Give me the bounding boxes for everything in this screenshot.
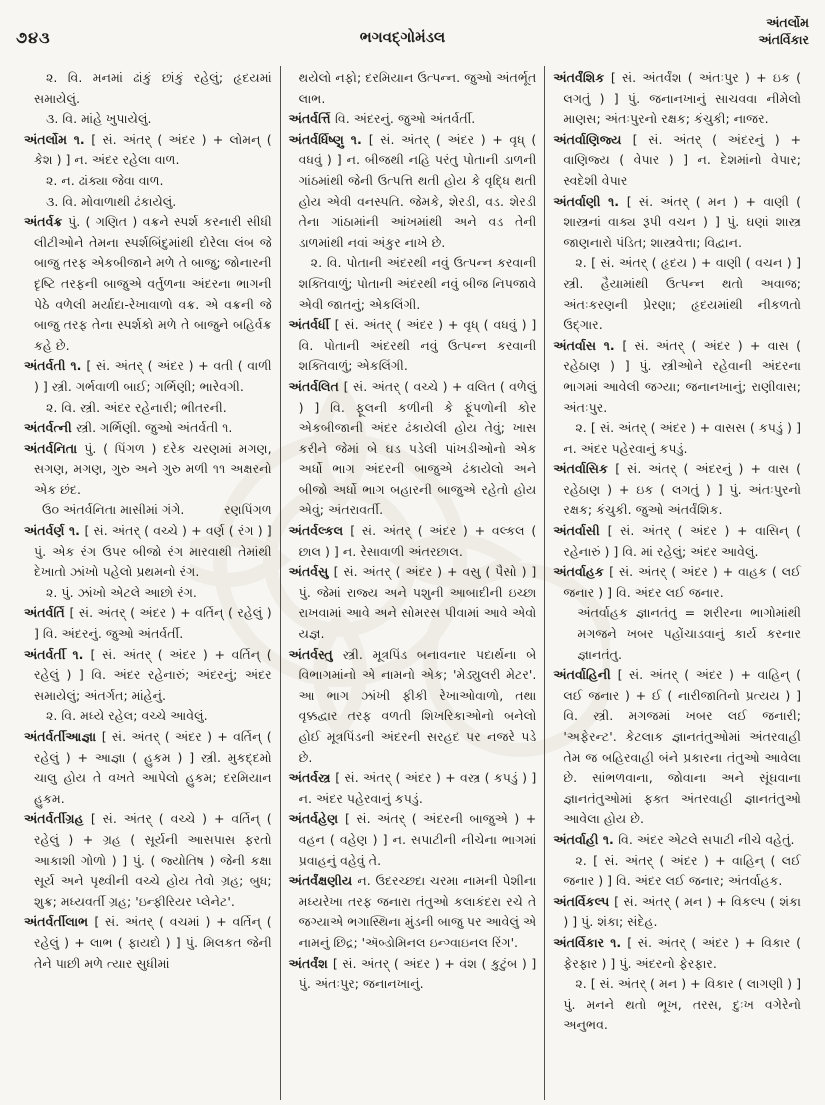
column-3 — [545, 66, 809, 1100]
dictionary-entry — [24, 603, 272, 644]
headword: અંતર્વિકાર ૧. — [553, 934, 628, 950]
dictionary-entry — [553, 892, 801, 933]
entry-text: [ સં. અંતર્ ( વચ્ચે ) + વર્તિન્ ( રહેલું ) + ગ્રહ ( સૂર્યની આસપાસ ફરતો આકાશી ગોળો ) ] પું. ( જ્યોતિષ ) જેની કક્ષા સૂર્ય અને પૃથ્વીની વચ્ચે હોય તેવો ગ્રહ; બુધ; શુક્ર; મધ્યવર્તી ગ્રહ; 'ઇન્ફીરિયર પ્લેનેટ'. — [34, 811, 272, 909]
entry-sense — [553, 418, 801, 459]
dictionary-entry — [24, 912, 272, 974]
entry-text: [ સં. અંતર્વંશ ( અંતઃપુર ) + ઇક ( લગતું ) ] પું. જનાનખાનું સાચવવા નીમેલો માણસ; અંતઃપુરનો રક્ષક; કંચુકી; નાજર. — [563, 70, 802, 127]
entry-text: [ સં. અંતર્ ( અંદર ) + વાસ ( રહેઠાણ ) ] પું. સ્ત્રીઓને રહેવાની અંદરના ભાગમાં આવેલી જગ્યા; જનાનખાનું; રાણીવાસ; અંતઃપુર. — [563, 337, 802, 415]
headword: અંતર્વાસ ૧. — [553, 337, 623, 353]
entry-text: [ સં. અંતર્ ( અંદર ) + વતી ( વાળી ) ] સ્ત્રી. ગર્ભવાળી બાઈ; ગર્ભિણી; ભારેવગી. — [34, 358, 272, 394]
entry-text: [ સં. અંતર્ ( વચમાં ) + વર્તિન્ ( રહેલું ) + લાભ ( ફાયદો ) ] પું. મિલકત જેની તેને પાછી મળે ત્યાર સુધીમાં — [34, 914, 272, 971]
dictionary-entry — [24, 130, 272, 171]
headword: અંતર્વર્તીઆજ્ઞા — [24, 729, 102, 744]
guide-word-first: અંતર્લોમ — [766, 15, 809, 30]
dictionary-entry — [553, 192, 801, 254]
headword: અંતર્વંશ — [288, 955, 333, 971]
dictionary-entry — [24, 418, 272, 439]
entry-sense — [24, 583, 272, 604]
entry-text: ૩. વિ. મોવાળાથી ઢંકાયેલું. — [46, 193, 177, 209]
headword: અંતર્વિકલ્પ — [553, 893, 615, 909]
entry-text: [ સં. અંતર્ ( અંદર ) + વાહક ( લઈ જનાર ) ] વિ. અંદર લઈ જનાર. — [563, 564, 802, 600]
entry-text: ૨. ન. ઢાંક્યા જેવા વાળ. — [46, 172, 164, 188]
entry-text: [ સં. અંતર્ ( અંદર ) + વિકાર ( ફેરફાર ) ] પું. અંદરનો ફેરફાર. — [563, 934, 801, 971]
entry-text: વિ. અંદર એટલે સપાટી નીચે વહેતું. — [618, 831, 795, 847]
entry-text: ન. ઉદરચ્છદા ચરમા નામની પેશીના મધ્યરેખા તરફ જનારા તંતુઓ કલાકંદરા રચે તે જગ્યાએ ભગાસ્થિના મુંડની બાજુ પર આવેલું એ નામનું છિદ્ર; 'ઍબ્ડોમિનલ ઇન્ગ્વાઇનલ રિંગ'. — [298, 873, 537, 950]
entry-text: ૨. વિ. મધ્યે રહેલ; વચ્ચે આવેલું. — [46, 708, 208, 724]
entry-text: ૩. વિ. માંહે ખુપાયેલું. — [46, 111, 152, 127]
entry-text: સ્ત્રી. મૂત્રપિંડ બનાવનાર પદાર્થના બે વિભાગમાંનો એ નામનો એક; 'મેડ્યુલરી મેટર'. આ ભાગ ઝાંખી ફીકી રેખાઓવાળો, તથા વૃક્કદ્વાર તરફ વળતી શિખરિકાઓનો બનેલો હોઈ મૂત્રપિંડની અંદરની સરહદ પર નજરે પડે છે. — [298, 646, 537, 765]
headword: અંતર્વાસિક — [553, 461, 616, 477]
entry-sense — [553, 974, 801, 1036]
dictionary-entry — [289, 315, 537, 377]
entry-text: [ સં. અંતર્ ( વચ્ચે ) + વર્ણ ( રંગ ) ] પું. એક રંગ ઉપર બીજો રંગ મારવાથી તેમાંથી દેખાતો ઝાંખો પહેલો પ્રથમનો રંગ. — [34, 523, 272, 580]
entry-text: ૨. વિ. સ્ત્રી. અંદર રહેનારી; ભીતરની. — [46, 399, 227, 415]
dictionary-entry — [24, 809, 272, 912]
headword: અંતર્વસ્તુ — [288, 646, 343, 662]
guide-word-last: અંતર્વિકાર — [758, 32, 809, 47]
page-header — [16, 14, 809, 62]
entry-text: [ સં. અંતર્ ( અંદર ) + વાસિન્ ( રહેનારું ) ] વિ. માં રહેલું; અંદર આવેલું. — [563, 523, 802, 559]
dictionary-entry — [553, 336, 801, 418]
column-2 — [281, 66, 546, 1100]
dictionary-entry — [289, 130, 537, 254]
dictionary-entry — [24, 212, 272, 356]
entry-text: [ સં. અંતર્ ( અંદરનું ) + વાણિજ્ય ( વેપાર ) ] ન. દેશમાંનો વેપાર; સ્વદેશી વેપાર — [563, 131, 802, 188]
headword: અંતર્વંક્ષણીય — [288, 873, 358, 889]
headword: અંતર્વસુ — [288, 564, 334, 580]
entry-text: થયેલો નફો; દરમિયાન ઉત્પન્ન. જુઓ અંતર્ભૂત લાભ. — [298, 70, 537, 106]
dictionary-entry — [24, 727, 272, 809]
entry-text: [ સં. અંતર્ ( અંદર ) + લોમન્ ( કેશ ) ] ન. અંદર રહેલા વાળ. — [34, 131, 272, 168]
entry-text: પું. ( પિંગળ ) દરેક ચરણમાં મગણ, સગણ, મગણ, ગુરુ અને ગુરુ મળી ૧૧ અક્ષરનો એક છંદ. — [34, 440, 272, 497]
headword: અંતર્વસ્ત્ર — [288, 770, 336, 786]
usage-quote — [24, 500, 272, 521]
dictionary-entry — [289, 377, 537, 521]
entry-text: [ સં. અંતર્ ( વચ્ચે ) + વલિત ( વળેલું ) ] વિ. ફૂલની કળીની કે ફૂંપળોની કોર એકબીજાની અંદર ઢંકાયેલી હોય તેવું; ખાસ કરીને જેમાં બે ઘડ પડેલી પાંખડીઓનો એક અર્ધો ભાગ અંદરની બાજુએ ઢંકાયેલો અને બીજો અર્ધો ભાગ બહારની બાજુએ રહેતો હોય એવું; અંતરાવર્તી. — [298, 378, 537, 518]
headword: અંતર્વર્તી ૧. — [24, 646, 91, 662]
column-1 — [16, 66, 281, 1100]
headword: અંતર્વંશિક — [553, 70, 611, 85]
dictionary-entry — [553, 68, 801, 130]
headword: અંતર્વાસી — [553, 523, 608, 539]
entry-text: [ સં. અંતર્ ( અંદર ) + વર્તિન્ ( રહેલું ) + આજ્ઞા ( હુકમ ) ] સ્ત્રી. મુકદ્દમો ચાલુ હોય તે વખતે આપેલો હુકમ; દરમિયાન હુકમ. — [34, 729, 272, 806]
entry-text: [ સં. અંતર્ ( મન ) + વિકલ્પ ( શંકા ) ] પું. શંકા; સંદેહ. — [563, 893, 802, 930]
entry-sense — [24, 192, 272, 213]
headword: અંતર્વર્તીલાભ — [24, 914, 95, 930]
entry-sense — [553, 851, 801, 892]
dictionary-entry — [289, 521, 537, 562]
headword: અંતર્વર્ધિષ્ણુ ૧. — [288, 131, 369, 147]
dictionary-entry — [24, 521, 272, 583]
entry-text: સ્ત્રી. ગર્ભિણી. જુઓ અંતર્વતી ૧. — [76, 420, 233, 436]
entry-text: ૨. [ સં. અંતર્ ( હૃદય ) + વાણી ( વચન ) ] સ્ત્રી. હૈયામાંથી ઉત્પન્ન થતો અવાજ; અંતઃકરણની પ્રેરણા; હૃદયમાંથી નીકળતો ઉદ્ગાર. — [563, 255, 802, 333]
entry-text: ૨. વિ. મનમાં ઢાંકું છાંકું રહેલું; હૃદયમાં સમાયેલું. — [34, 70, 272, 106]
entry-text: [ સં. અંતર્ ( અંદર ) + વૃધ્ ( વધવું ) ] ન. બીજથી નહિ પરંતુ પોતાની ડાળની ગાંઠમાંથી જેની ઉત્પત્તિ થતી હોય કે વૃદ્ધિ થતી હોય એવી વનસ્પતિ. જેમકે, શેરડી, વડ. શેરડી તેના ગાંઠામાંની આંખમાંથી અને વડ તેની ડાળમાંથી નવાં અંકુર નાખે છે. — [298, 131, 537, 250]
entry-sense — [553, 253, 801, 335]
dictionary-entry — [553, 933, 801, 974]
dictionary-entry — [24, 645, 272, 707]
dictionary-entry — [289, 871, 537, 953]
citation-source: રણપિંગળ — [224, 502, 272, 518]
entry-text: ઉ૦ અંતર્વનિતા માસીમાં ગંગે. — [42, 502, 185, 518]
usage-note — [553, 603, 801, 665]
entry-continuation — [289, 68, 537, 109]
headword: અંતર્વર્તિ — [24, 605, 70, 621]
headword: અંતર્વલિત — [288, 378, 344, 394]
entry-sense — [24, 171, 272, 192]
dictionary-entry — [289, 809, 537, 871]
page-number: ૭૪૩ — [16, 28, 51, 47]
dictionary-entry — [289, 109, 537, 130]
entry-text: [ સં. અંતર્ ( અંદર ) + વૃધ્ ( વધવું ) ] વિ. પોતાની અંદરથી નવું ઉત્પન્ન કરવાની શક્તિવાળું; એકલિંગી. — [298, 317, 537, 374]
entry-text: [ સં. અંતર્ ( અંદર ) + વસ્ત્ર ( કપડું ) ] ન. અંદર પહેરવાનું કપડું. — [298, 770, 537, 806]
page-title: ભગવદ્ગોમંડલ — [359, 28, 446, 46]
entry-text: [ સં. અંતર્ ( અંદર ) + વર્તિન્ ( રહેલું ) ] વિ. અંદર રહેનારું; અંદરનું; અંદર સમાયેલું; અંતર્ગત; માંહેનું. — [34, 646, 272, 703]
entry-sense — [289, 253, 537, 315]
dictionary-entry — [289, 768, 537, 809]
headword: અંતર્વાણી ૧. — [553, 193, 627, 209]
headword: અંતર્વત્ની — [24, 420, 77, 436]
headword: અંતર્વતી ૧. — [24, 358, 87, 374]
dictionary-entry — [24, 356, 272, 397]
entry-text: પું. ( ગણિત ) વક્રને સ્પર્શ કરનારી સીધી લીટીઓને તેમના સ્પર્શબિંદુમાંથી દોરેલા લંબ જે બાજુ તરફ એકબીજાને મળે તે બાજુ; જોનારની દૃષ્ટિ તરફની બાજુએ વર્તુળના અંદરના ભાગની પેઠે વળેલી મર્યાદા-રેખાવાળો વક્ર. એ વક્રની જે બાજુ તરફ તેના સ્પર્શકો મળે તે બાજુને બહિર્વક્ર કહે છે. — [34, 214, 272, 353]
dictionary-entry — [289, 562, 537, 644]
headword: અંતર્વાહિની — [553, 667, 618, 683]
headword: અંતર્વર્ધી — [288, 317, 335, 333]
entry-text: [ સં. અંતર્ ( અંદરનું ) + વાસ ( રહેઠાણ ) + ઇક ( લગતું ) ] પું. અંતઃપુરનો રક્ષક; કંચુકી. જુઓ અંતર્વંશિક. — [563, 461, 802, 518]
headword: અંતર્વહેણ — [288, 811, 345, 827]
dictionary-entry — [553, 130, 801, 192]
headword: અંતર્વાહક — [553, 564, 610, 580]
dictionary-entry — [553, 665, 801, 830]
entry-text: [ સં. અંતર્ ( અંદર ) + વર્તિન્ ( રહેલું ) ] વિ. અંદરનું. જુઓ અંતર્વર્તી. — [34, 605, 272, 642]
entry-text: [ સં. અંતર્ ( મન ) + વાણી ( શાસ્ત્રનાં વાક્ય રૂપી વચન ) ] પું. ઘણાં શાસ્ત્ર જાણનારો પંડિત; શાસ્ત્રવેત્તા; વિદ્વાન. — [563, 193, 802, 250]
headword: અંતર્વક્ર — [24, 214, 69, 230]
dictionary-entry — [553, 562, 801, 603]
entry-text: ૨. વિ. પોતાની અંદરથી નવું ઉત્પન્ન કરવાની શક્તિવાળું; પોતાની અંદરથી નવું બીજ નિપજાવે એવી જાતનું; એકલિંગી. — [298, 255, 537, 312]
entry-text: ૨. [ સં. અંતર્ ( અંદર ) + વાહિન્ ( લઈ જનાર ) ] વિ. અંદર લઈ જનાર; અંતર્વાહક. — [563, 852, 802, 889]
entry-text: ૨. [ સં. અંતર્ ( અંદર ) + વાસસ ( કપડું ) ] ન. અંદર પહેરવાનું કપડું. — [563, 420, 802, 456]
entry-text: [ સં. અંતર્ ( અંદર ) + વાહિન્ ( લઈ જનાર ) + ઈ ( નારીજાતિનો પ્રત્યય ) ] વિ. સ્ત્રી. મગજમાં ખબર લઈ જનારી; 'અફેરન્ટ'. કેટલાક જ્ઞાનતંતુઓમાં અંતરવાહી તેમ જ બહિરવાહી બંને પ્રકારના તંતુઓ આવેલા છે. સાંભળવાના, જોવાના અને સૂંઘવાના જ્ઞાનતંતુઓમાં ફક્ત અંતરવાહી જ્ઞાનતંતુઓ આવેલા હોય છે. — [563, 667, 802, 827]
entry-text: [ સં. અંતર્ ( અંદરની બાજુએ ) + વહન ( વહેણ ) ] ન. સપાટીની નીચેના ભાગમાં પ્રવાહનું વહેવું તે. — [298, 811, 537, 868]
headword: અંતર્વલ્કલ — [288, 523, 351, 539]
headword: અંતર્વર્તીગ્રહ — [24, 811, 91, 827]
entry-sense — [24, 109, 272, 130]
headword: અંતર્વનિતા — [24, 440, 85, 456]
dictionary-entry — [24, 439, 272, 501]
headword: અંતર્વાહી ૧. — [553, 831, 619, 847]
headword: અંતર્વર્ણ ૧. — [24, 523, 85, 539]
entry-text: ૨. પું. ઝાંખો એટલે આછો રંગ. — [46, 584, 197, 600]
entry-sense — [24, 398, 272, 419]
entry-text: અંતર્વાહક જ્ઞાનતંતુ = શરીરના ભાગોમાંથી મગજને ખબર પહોંચાડવાનું કાર્ય કરનાર જ્ઞાનતંતુ. — [577, 605, 802, 662]
headword: અંતર્વર્ત્તિ — [288, 111, 336, 127]
entry-sense — [24, 706, 272, 727]
entry-text: વિ. અંદરનું. જુઓ અંતર્વર્તી. — [335, 111, 476, 127]
dictionary-entry — [553, 521, 801, 562]
entry-text: [ સં. અંતર્ ( અંદર ) + વસુ ( પૈસો ) ] પું. જેમાં રાજ્ય અને પશુની આબાદીની ઇચ્છા રાખવામાં આવે અને સોમરસ પીવામાં આવે એવો યજ્ઞ. — [298, 564, 537, 642]
entry-sense — [24, 68, 272, 109]
text-columns — [16, 66, 809, 1100]
dictionary-entry — [553, 459, 801, 521]
guide-words — [699, 14, 809, 48]
dictionary-entry — [289, 645, 537, 769]
entry-text: [ સં. અંતર્ ( અંદર ) + વલ્કલ ( છાલ ) ] ન. રેસાવાળી અંતરછાલ. — [298, 523, 537, 559]
headword: અંતર્લોમ ૧. — [24, 131, 92, 147]
entry-text: ૨. [ સં. અંતર્ ( મન ) + વિકાર ( લાગણી ) ] પું. મનને થતો ભૂખ, તરસ, દુઃખ વગેરેનો અનુભવ. — [563, 976, 802, 1033]
entry-text: [ સં. અંતર્ ( અંદર ) + વંશ ( કુટુંબ ) ] પું. અંતઃપુર; જનાનખાનું. — [298, 955, 537, 992]
dictionary-entry — [289, 954, 537, 995]
dictionary-entry — [553, 830, 801, 851]
headword: અંતર્વાણિજ્ય — [553, 131, 633, 147]
